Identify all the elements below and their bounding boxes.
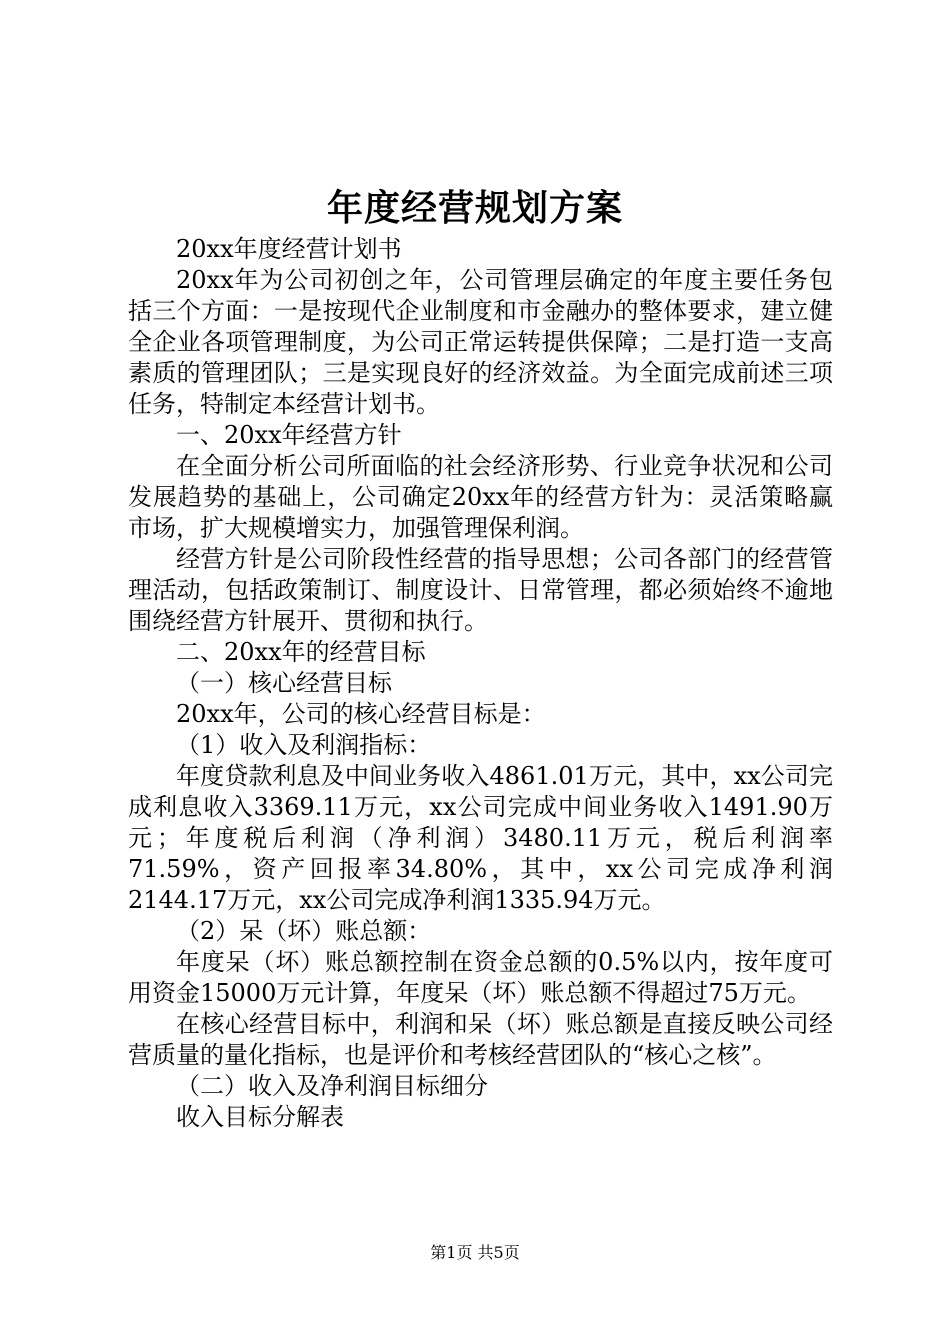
paragraph-breakdown-table-label: 收入目标分解表: [176, 1103, 344, 1131]
section-heading-goals: 二、20xx年的经营目标: [176, 638, 426, 666]
paragraph-policy: 在全面分析公司所面临的社会经济形势、行业竞争状况和公司发展趋势的基础上，公司确定20xx年的经营方针为：灵活策略赢市场，扩大规模增实力，加强管理保利润。: [128, 452, 833, 542]
paragraph-plan-heading: 20xx年度经营计划书: [176, 235, 402, 263]
paragraph-core-goals-lead: 20xx年，公司的核心经营目标是：: [176, 700, 546, 728]
item-heading-income-profit: （1）收入及利润指标：: [176, 731, 432, 759]
paragraph-bad-debt: 年度呆（坏）账总额控制在资金总额的0.5%以内，按年度可用资金15000万元计算，年度呆（坏）账总额不得超过75万元。: [128, 948, 833, 1007]
subsection-heading-core-goals: （一）核心经营目标: [176, 669, 392, 697]
section-heading-policy: 一、20xx年经营方针: [176, 421, 402, 449]
page-number: 第1页 共5页: [430, 1243, 520, 1262]
subsection-heading-breakdown: （二）收入及净利润目标细分: [176, 1072, 488, 1100]
paragraph-intro: 20xx年为公司初创之年，公司管理层确定的年度主要任务包括三个方面：一是按现代企业制度和市金融办的整体要求，建立健全企业各项管理制度，为公司正常运转提供保障；二是打造一支高素质的管理团队；三是实现良好的经济效益。为全面完成前述三项任务，特制定本经营计划书。: [128, 266, 833, 418]
item-heading-bad-debt: （2）呆（坏）账总额：: [176, 917, 432, 945]
paragraph-policy-guidance: 经营方针是公司阶段性经营的指导思想；公司各部门的经营管理活动，包括政策制订、制度设计、日常管理，都必须始终不逾地围绕经营方针展开、贯彻和执行。: [128, 545, 833, 635]
document-body: [128, 234, 833, 1133]
document-title: 年度经营规划方案: [326, 187, 623, 229]
paragraph-income-profit: 年度贷款利息及中间业务收入4861.01万元，其中，xx公司完成利息收入3369.11万元，xx公司完成中间业务收入1491.90万元；年度税后利润（净利润）3480.11万元，税后利润率71.59%，资产回报率34.80%，其中，xx公司完成净利润2144.17万元，xx公司完成净利润1335.94万元。: [128, 762, 833, 914]
paragraph-core-summary: 在核心经营目标中，利润和呆（坏）账总额是直接反映公司经营质量的量化指标，也是评价和考核经营团队的“核心之核”。: [128, 1010, 833, 1069]
